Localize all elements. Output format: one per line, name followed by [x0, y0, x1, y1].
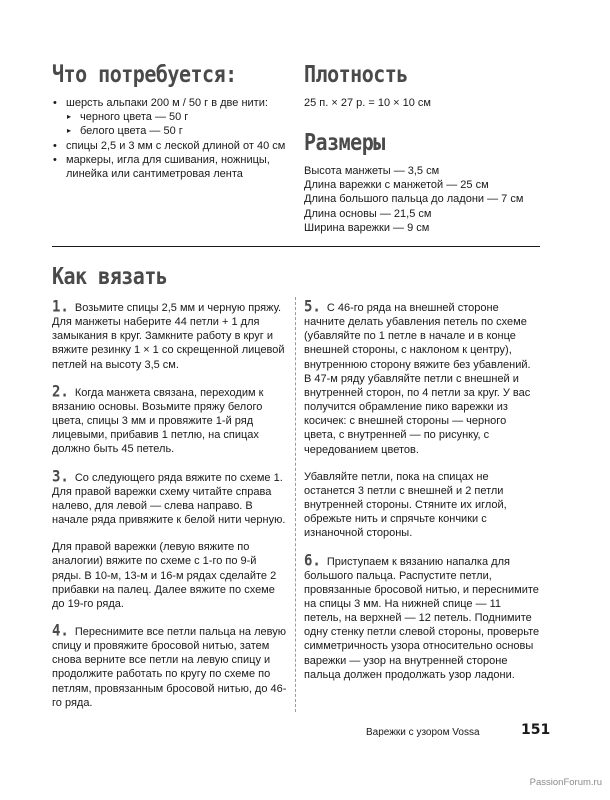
density-value: 25 п. × 27 р. = 10 × 10 см	[304, 97, 431, 109]
material-wool: • шерсть альпаки 200 м / 50 г в две нити: ▸ черного цвета — 50 г ▸ белого цвета — 50 г	[52, 96, 287, 139]
step-paragraph: 5. С 46-го ряда на внешней стороне начните делать убавления петель по схеме (убавляйте по 1 петле в начале и в конце внешней стороны, с наклоном к центру), внутреннюю сторону вяжите без убавлений. В 47-м ряду убавляйте петли с внешней и внутренней сторон, по 4 петли за круг. У вас получится обрамление пико варежки из косичек: с внешней стороны — черного цвета, с внутренней — по рисунку, с чередованием цветов.	[304, 297, 531, 456]
material-tools: • маркеры, игла для сшивания, ножницы, линейка или сантиметровая лента	[52, 153, 287, 181]
material-needles: • спицы 2,5 и 3 мм с леской длиной от 40 см	[52, 139, 287, 153]
page-number: 151	[521, 722, 551, 738]
footer-title: Варежки с узором Vossa	[366, 727, 480, 738]
column-separator	[295, 297, 296, 712]
instructions-right-column	[304, 297, 540, 695]
step-paragraph: 6. Приступаем к вязанию напалка для большого пальца. Распустите петли, провязанные бросовой нитью, и переснимите на спицы 3 мм. На нижней спице — 11 петель, на верхней — 12 петель. Поднимите одну стенку петли слевой стороны, проверьте симметричность узора относительно основы варежки — узор на внутренней стороне пальца должен продолжать узор ладони.	[304, 551, 540, 681]
sizes-list	[304, 164, 554, 235]
step-paragraph: Убавляйте петли, пока на спицах не останется 3 петли с внешней и 2 петли внутренней стороны. Стяните их иглой, обрежьте нить и спрячьте кончики с изнаночной стороны.	[304, 470, 507, 540]
size-width: Ширина варежки — 9 см	[304, 221, 430, 234]
step-paragraph: 2. Когда манжета связана, переходим к вязанию основы. Возьмите пряжу белого цвета, спицы 3 мм и провяжите 1-й ряд лицевыми, прибавив 1 петлю, на спицах должно быть 45 петель.	[52, 382, 264, 456]
size-base: Длина основы — 21,5 см	[304, 207, 432, 220]
material-white: ▸ белого цвета — 50 г	[66, 124, 287, 138]
material-black: ▸ черного цвета — 50 г	[66, 110, 287, 124]
sizes-heading: Размеры	[304, 128, 385, 156]
section-divider	[52, 246, 540, 247]
howto-heading: Как вязать	[52, 262, 168, 290]
materials-heading: Что потребуется:	[52, 60, 237, 88]
instructions-left-column	[52, 297, 288, 723]
step-paragraph: Для правой варежки (левую вяжите по аналогии) вяжите по схеме с 1-го по 9-й ряды. В 10-м, 13-м и 16-м рядах сделайте 2 прибавки на палец. Далее вяжите по схеме до 19-го ряда.	[52, 541, 277, 610]
density-heading: Плотность	[304, 60, 408, 88]
watermark: PassionForum.ru	[529, 777, 602, 788]
step-paragraph: 1. Возьмите спицы 2,5 мм и черную пряжу. Для манжеты наберите 44 петли + 1 для замыкания в круг. Замкните работу в круг и вяжите резинку 1 × 1 со скрещенной лицевой петлей на высоту 3,5 см.	[52, 297, 285, 371]
size-cuff: Высота манжеты — 3,5 см	[304, 165, 440, 177]
step-paragraph: 3. Со следующего ряда вяжите по схеме 1. Для правой варежки схему читайте справа налево, для левой — слева направо. В начале ряда привяжите к белой нити черную.	[52, 467, 286, 527]
size-thumb: Длина большого пальца до ладони — 7 см	[304, 193, 524, 206]
step-paragraph: 4. Переснимите все петли пальца на левую спицу и провяжите бросовой нитью, затем снова верните все петли на левую спицу и продолжите работать по кругу по схеме по петлям, провязанным бросовой нитью, до 46-го ряда.	[52, 621, 287, 709]
materials-list	[52, 96, 287, 181]
size-mitten: Длина варежки с манжетой — 25 см	[304, 179, 489, 192]
